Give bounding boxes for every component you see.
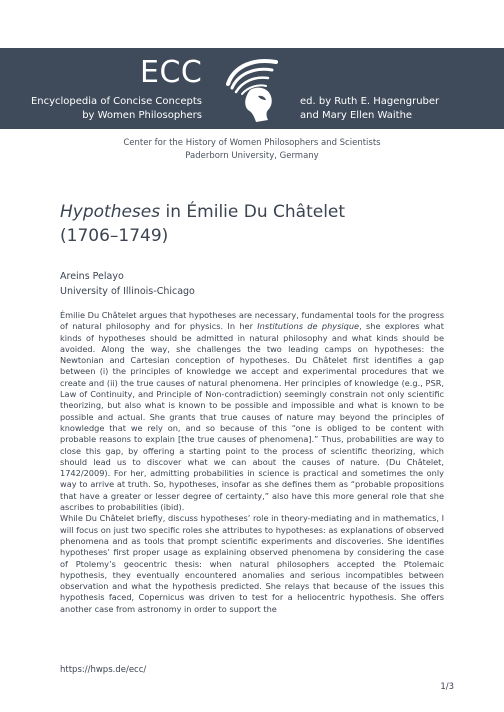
editors-line-2: and Mary Ellen Waithe <box>300 110 413 121</box>
title-italic: Hypotheses <box>60 202 161 222</box>
author-name: Areins Pelayo <box>60 271 124 282</box>
author-block <box>60 269 195 299</box>
ecc-acronym: ECC <box>140 55 203 90</box>
article-title <box>60 200 460 248</box>
institution-block <box>0 137 504 163</box>
editors-line-1: ed. by Ruth E. Hagengruber <box>300 96 440 107</box>
paragraph-1-start: Émilie Du Châtelet argues that hypotheses are necessary, fundamental tools for the progress of natural philosophy and for physics. In her <box>60 310 444 332</box>
subtitle-line-1: Encyclopedia of Concise Concepts <box>30 96 202 107</box>
subtitle-line-2: by Women Philosophers <box>82 110 202 121</box>
encyclopedia-subtitle <box>31 95 202 123</box>
footer-url-link[interactable]: https://hwps.de/ecc/ <box>60 665 147 675</box>
paragraph-1-rest: , she explores what kinds of hypotheses should be admitted in natural philosophy and what kinds should be avoided. Along the way, she challenges the two leading camps on hypotheses: the Newtonian and Cartesian conception of hypotheses. Du Châtelet first identifies a gap between (i) the principles of knowledge we accept and experimental procedures that we create and (ii) the true causes of natural phenomena. Her principles of knowledge (e.g., PSR, Law of Continuity, and Principle of Non-contradiction) seemingly constrain not only scientific theorizing, but also what is known to be possible and impossible and what is known to be possible and actual. She grants that true causes of nature may beyond the principles of knowledge that we rely on, and so because of this “one is obliged to be content with probable reasons to explain [the true causes of phenomena].” Thus, probabilities are way to close this gap, by offering a starting point to the process of scientific theorizing, which should lead us to discover what we can about the causes of nature. (Du Châtelet, 1742/2009). For her, admitting probabilities in science is practical and sometimes the only way to arrive at truth. So, hypotheses, insofar as she defines them as “probable propositions that have a greater or lesser degree of certainty,” also have this more general role that she ascribes to probabilities (ibid). <box>60 321 444 513</box>
institution-line-1: Center for the History of Women Philosophers and Scientists <box>123 138 381 148</box>
page-number: 1/3 <box>440 682 454 692</box>
athena-helmet-icon <box>220 54 288 126</box>
institution-line-2: Paderborn University, Germany <box>185 151 319 161</box>
author-affiliation: University of Illinois-Chicago <box>60 286 195 297</box>
title-dates: (1706–1749) <box>60 226 169 246</box>
paragraph-2: While Du Châtelet briefly, discuss hypotheses’ role in theory-mediating and in mathematics, I will focus on just two specific roles she attributes to hypotheses: as explanations of observed phenomena and as tools that prompt scientific experiments and discoveries. She identifies hypotheses’ first proper usage as explaining observed phenomena by considering the case of Ptolemy’s geocentric thesis: when natural philosophers accepted the Ptolemaic hypothesis, they eventually encountered anomalies and serious incompatibles between observation and what the hypothesis predicted. She relays that because of the issues this hypothesis faced, Copernicus was driven to test for a heliocentric hypothesis. She offers another case from astronomy in order to support the <box>60 513 444 614</box>
paragraph-1 <box>60 310 444 513</box>
header-banner <box>0 48 504 129</box>
editors <box>300 95 439 123</box>
book-title: Institutions de physique <box>257 321 360 332</box>
title-rest: in Émilie Du Châtelet <box>160 202 346 222</box>
article-body <box>60 310 444 615</box>
